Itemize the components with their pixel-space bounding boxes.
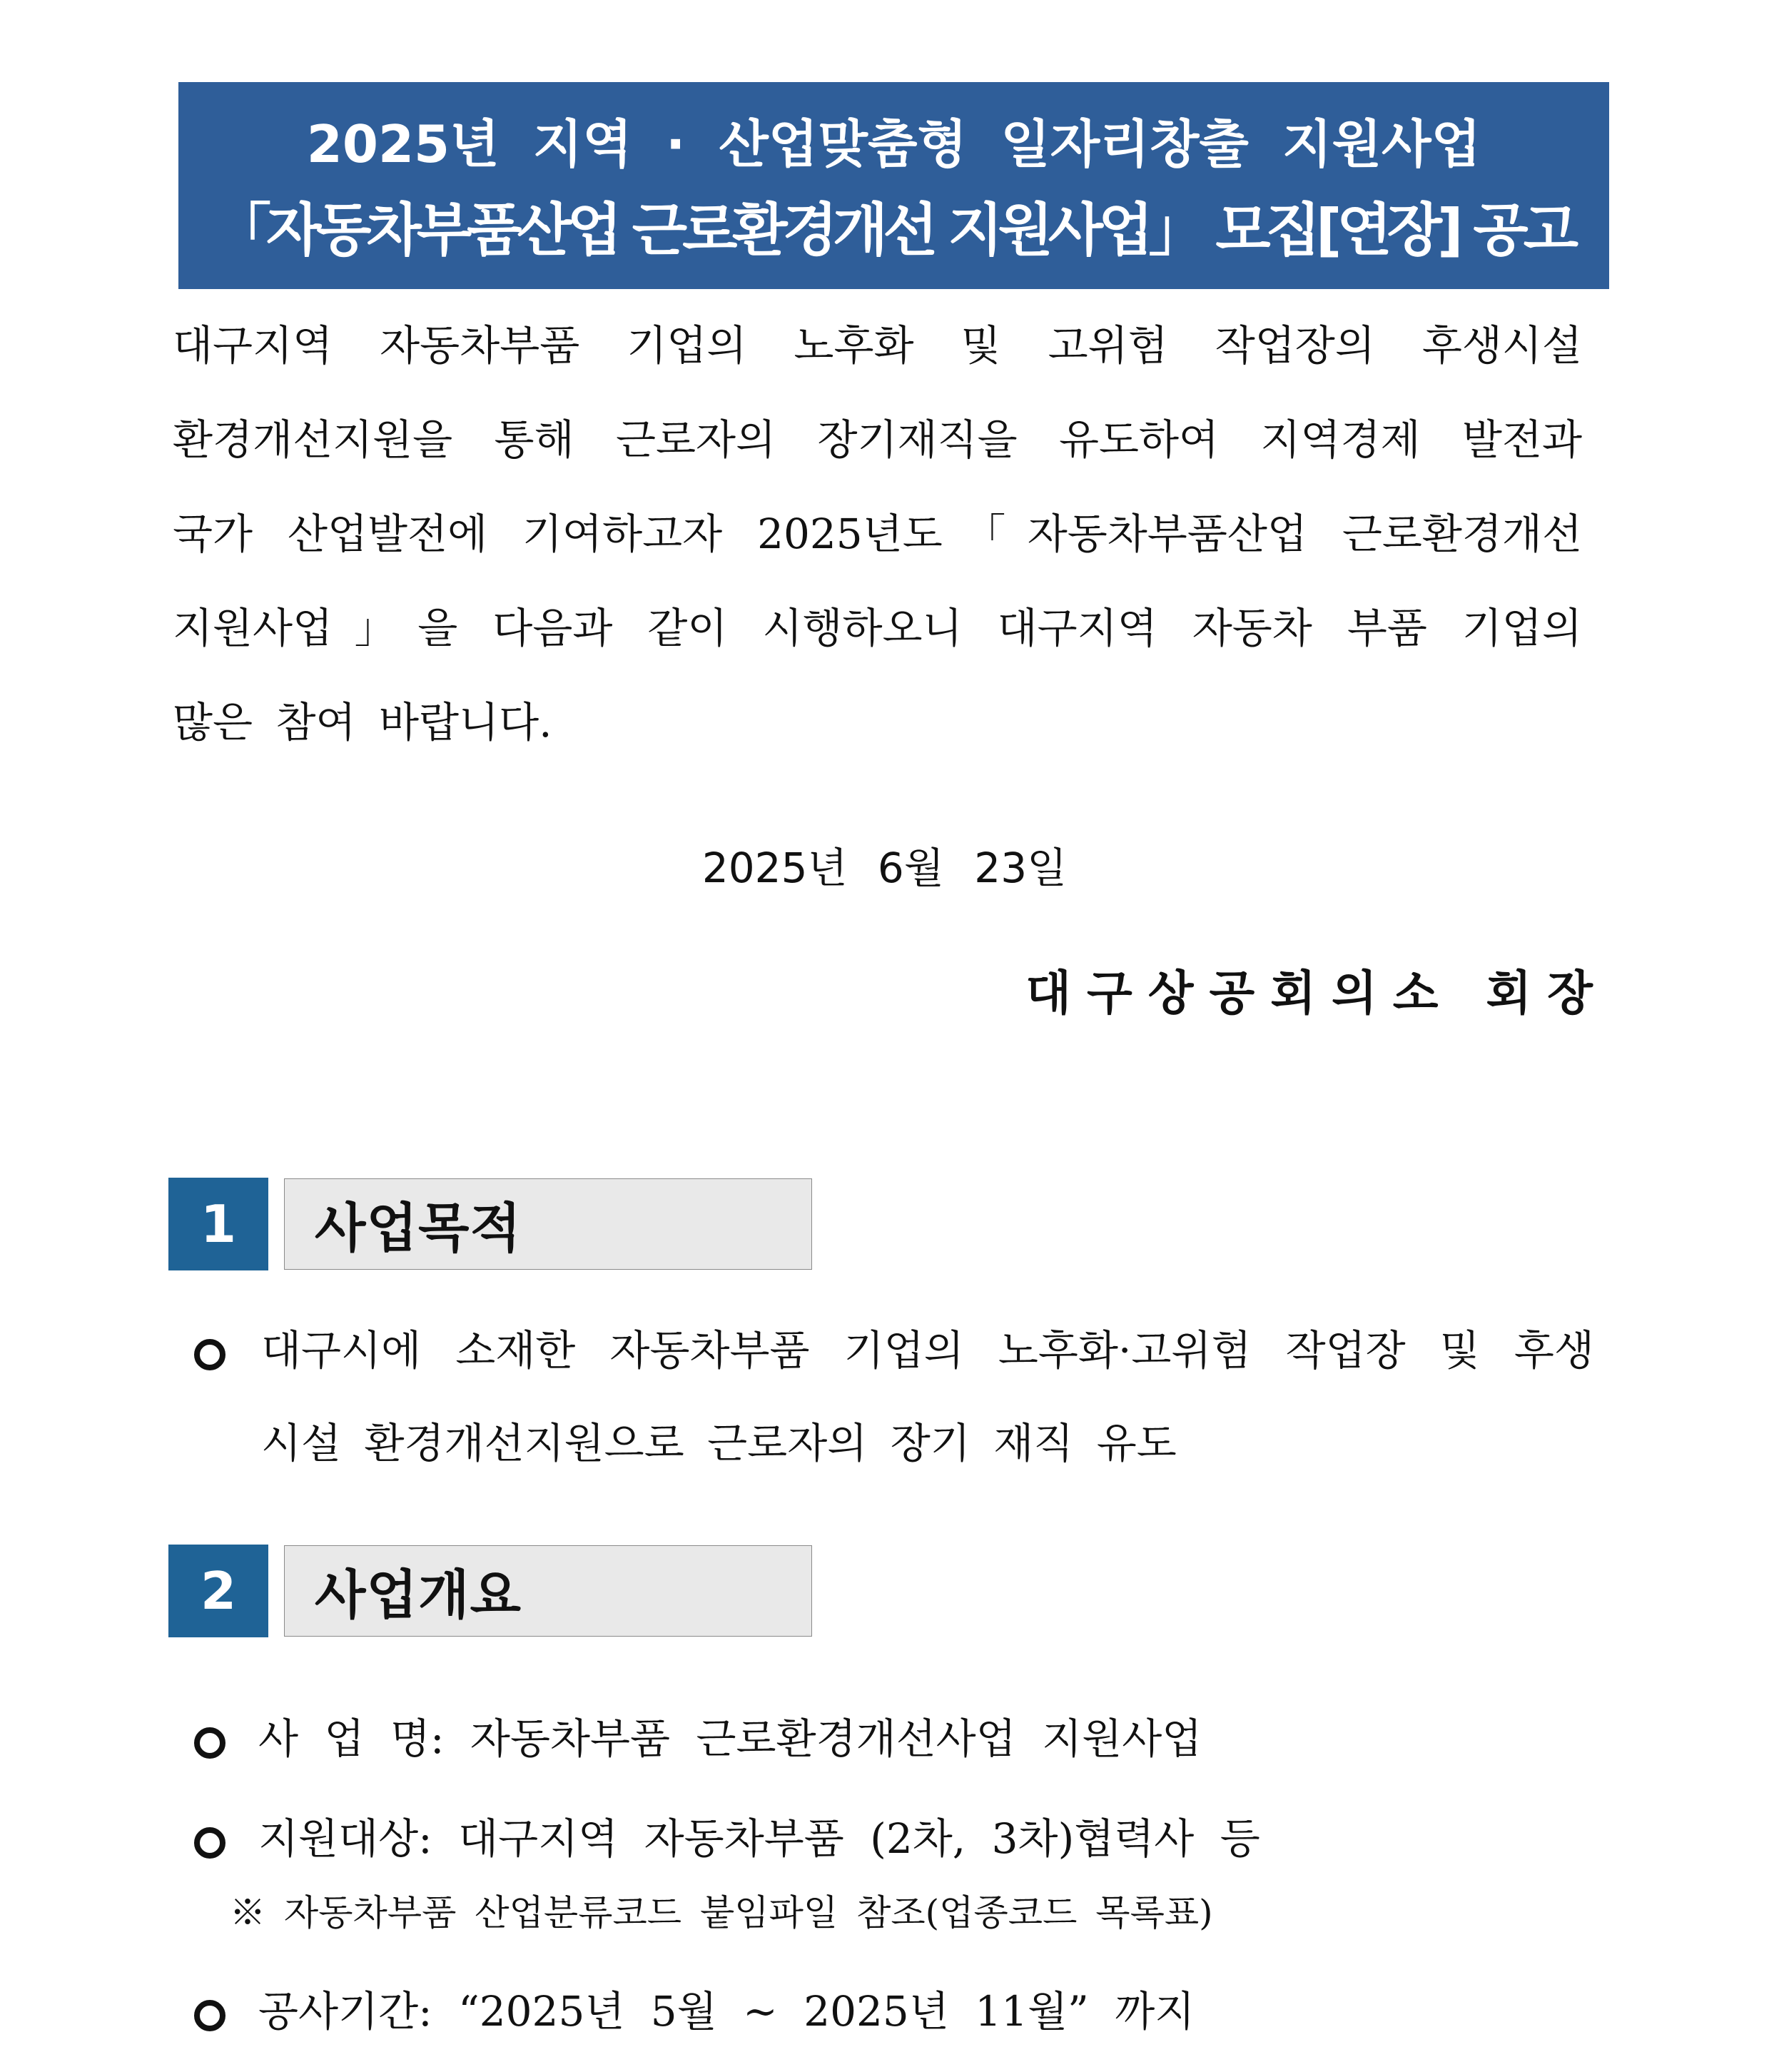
hollow-circle-bullet-icon bbox=[194, 1827, 225, 1859]
title-line-2: 「자동차부품산업 근로환경개선 지원사업」 모집[연장] 공고 bbox=[214, 197, 1573, 263]
section-1-title: 사업목적 bbox=[284, 1178, 812, 1270]
intro-line-3: 국가 산업발전에 기여하고자 2025년도「자동차부품산업 근로환경개선 bbox=[173, 510, 1582, 558]
overview-project-name: 사 업 명: 자동차부품 근로환경개선사업 지원사업 bbox=[258, 1714, 1202, 1763]
purpose-line-1: 대구시에 소재한 자동차부품 기업의 노후화·고위험 작업장 및 후생 bbox=[261, 1326, 1594, 1375]
intro-line-4: 지원사업」을 다음과 같이 시행하오니 대구지역 자동차 부품 기업의 bbox=[173, 604, 1582, 652]
hollow-circle-bullet-icon bbox=[194, 2000, 225, 2031]
signer: 대구상공회의소 회장 bbox=[1025, 966, 1608, 1021]
overview-note: ※ 자동차부품 산업분류코드 붙임파일 참조(업종코드 목록표) bbox=[230, 1892, 1213, 1934]
section-1-number: 1 bbox=[168, 1178, 268, 1270]
announcement-date: 2025년 6월 23일 bbox=[701, 844, 1068, 892]
hollow-circle-bullet-icon bbox=[194, 1727, 225, 1759]
section-2-title: 사업개요 bbox=[284, 1545, 812, 1637]
intro-line-5: 많은 참여 바랍니다. bbox=[173, 698, 552, 747]
overview-period: 공사기간: “2025년 5월 ~ 2025년 11월” 까지 bbox=[258, 1987, 1195, 2036]
overview-target: 지원대상: 대구지역 자동차부품 (2차, 3차)협력사 등 bbox=[258, 1814, 1260, 1863]
intro-line-2: 환경개선지원을 통해 근로자의 장기재직을 유도하여 지역경제 발전과 bbox=[173, 415, 1582, 464]
title-banner bbox=[178, 82, 1609, 289]
hollow-circle-bullet-icon bbox=[194, 1339, 225, 1370]
purpose-line-2: 시설 환경개선지원으로 근로자의 장기 재직 유도 bbox=[261, 1419, 1177, 1467]
intro-line-1: 대구지역 자동차부품 기업의 노후화 및 고위험 작업장의 후생시설 bbox=[173, 321, 1582, 370]
section-2-number: 2 bbox=[168, 1545, 268, 1637]
title-line-1: 2025년 지역 · 산업맞춤형 일자리창출 지원사업 bbox=[306, 114, 1481, 174]
